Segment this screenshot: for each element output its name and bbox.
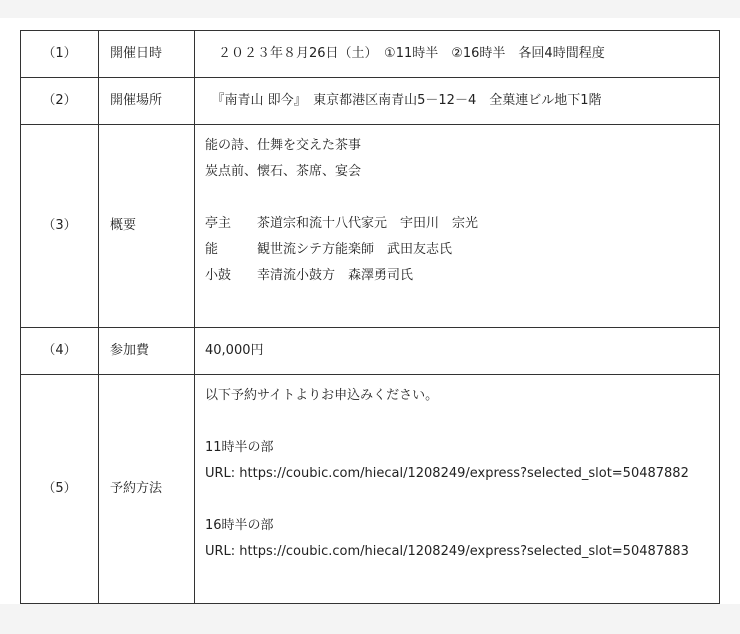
blank-line: [205, 487, 719, 513]
row-label: 概要: [99, 125, 195, 328]
document-page: [0, 18, 740, 604]
content-line: 『南青山 即今』 東京都港区南青山5－12－4 全菓連ビル地下1階: [205, 93, 602, 108]
table-row-datetime: [21, 31, 720, 78]
row-content-fee: [195, 328, 720, 375]
content-line: 40,000円: [205, 343, 264, 358]
content-line: 11時半の部: [205, 440, 274, 455]
row-number: （5）: [21, 375, 99, 604]
table-row-fee: [21, 328, 720, 375]
row-content-overview: [195, 125, 720, 328]
content-line: 能の詩、仕舞を交えた茶事: [205, 138, 362, 153]
table-row-overview: [21, 125, 720, 328]
reservation-url-link[interactable]: URL: https://coubic.com/hiecal/1208249/express?selected_slot=50487882: [205, 466, 689, 481]
reservation-url-link[interactable]: URL: https://coubic.com/hiecal/1208249/express?selected_slot=50487883: [205, 544, 689, 559]
blank-line: [205, 185, 719, 211]
row-label: 開催日時: [99, 31, 195, 78]
blank-line: [205, 409, 719, 435]
row-number: （4）: [21, 328, 99, 375]
row-label: 開催場所: [99, 78, 195, 125]
row-content-datetime: [195, 31, 720, 78]
event-info-table: [20, 30, 720, 604]
row-content-reservation: [195, 375, 720, 604]
row-content-venue: [195, 78, 720, 125]
row-label: 参加費: [99, 328, 195, 375]
content-line: 以下予約サイトよりお申込みください。: [205, 388, 439, 403]
row-number: （1）: [21, 31, 99, 78]
content-line: 小鼓 幸清流小鼓方 森澤勇司氏: [205, 268, 414, 283]
row-number: （3）: [21, 125, 99, 328]
table-row-venue: [21, 78, 720, 125]
content-line: 能 観世流シテ方能楽師 武田友志氏: [205, 242, 453, 257]
content-line: 亭主 茶道宗和流十八代家元 宇田川 宗光: [205, 216, 479, 231]
row-number: （2）: [21, 78, 99, 125]
content-line: 16時半の部: [205, 518, 274, 533]
row-label: 予約方法: [99, 375, 195, 604]
table-row-reservation: [21, 375, 720, 604]
content-line: ２０２３年８月26日（土） ①11時半 ②16時半 各回4時間程度: [205, 46, 605, 61]
content-line: 炭点前、懐石、茶席、宴会: [205, 164, 362, 179]
